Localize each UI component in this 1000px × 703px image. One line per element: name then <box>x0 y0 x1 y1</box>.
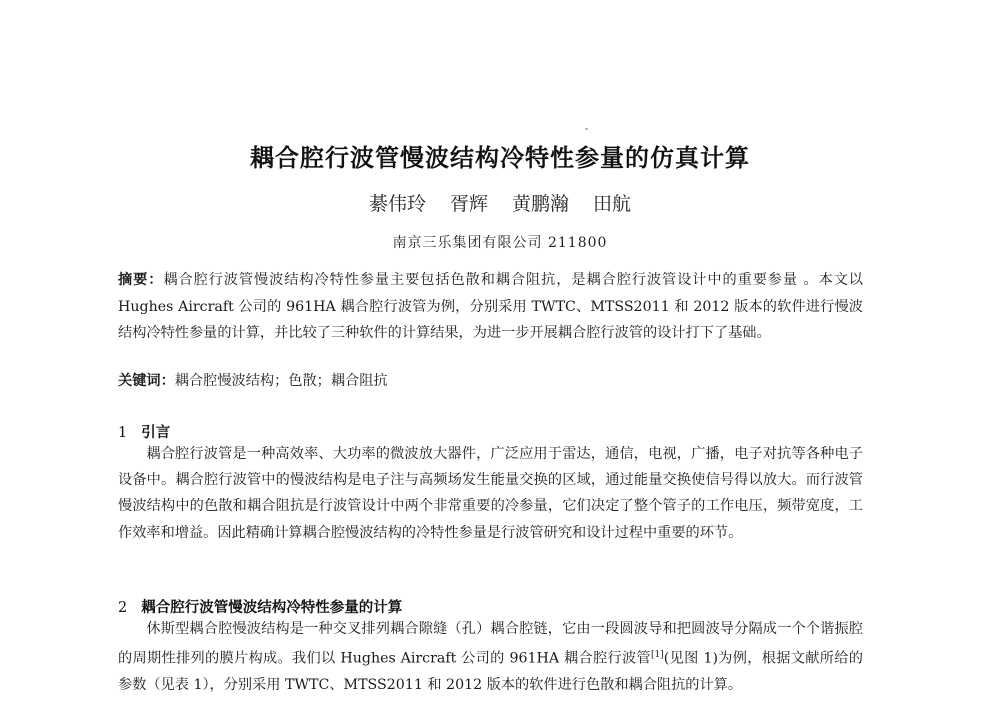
paragraph-text-b: (见图 1)为例，根据文献所给的参数（见表 1），分别采用 TWTC、MTSS2011 和 2012 版本的软件进行色散和耦合阻抗的计算。 <box>118 650 863 694</box>
section-paragraph-2 <box>118 616 863 698</box>
abstract-label: 摘要： <box>118 272 164 288</box>
section-title-2: 耦合腔行波管慢波结构冷特性参量的计算 <box>141 600 403 616</box>
paper-title: 耦合腔行波管慢波结构冷特性参量的仿真计算 <box>250 144 750 172</box>
paragraph-text-a: 休斯型耦合腔慢波结构是一种交叉排列耦合隙缝（孔）耦合腔链，它由一段圆波导和把圆波导分隔成一个个谐振腔的周期性排列的膜片构成。我们以 Hughes Aircraft 公司的 961HA 耦合腔行波管 <box>118 621 863 667</box>
keywords <box>118 368 863 394</box>
section-heading-2 <box>118 596 863 617</box>
keywords-text: 耦合腔慢波结构；色散；耦合阻抗 <box>174 373 388 389</box>
author-list: 綦伟玲 胥辉 黄鹏瀚 田航 <box>368 193 632 215</box>
abstract-text: 耦合腔行波管慢波结构冷特性参量主要包括色散和耦合阻抗，是耦合腔行波管设计中的重要参量 。本文以 Hughes Aircraft 公司的 961HA 耦合腔行波管为例，分别采用 TWTC、MTSS2011 和 2012 版本的软件进行慢波结构冷特性参量的计算，并比较了三种软件的计算结果，为进一步开展耦合腔行波管的设计打下了基础。 <box>118 272 863 341</box>
abstract <box>118 267 863 347</box>
section-paragraph-1: 耦合腔行波管是一种高效率、大功率的微波放大器件，广泛应用于雷达，通信，电视，广播，电子对抗等各种电子设备中。耦合腔行波管中的慢波结构是电子注与高频场发生能量交换的区域，通过能量交换使信号得以放大。而行波管慢波结构中的色散和耦合阻抗是行波管设计中两个非常重要的冷参量，它们决定了整个管子的工作电压，频带宽度，工作效率和增益。因此精确计算耦合腔慢波结构的冷特性参量是行波管研究和设计过程中重要的环节。 <box>118 446 863 541</box>
section-heading-1 <box>118 421 863 442</box>
keywords-label: 关键词： <box>118 373 175 389</box>
affiliation: 南京三乐集团有限公司 211800 <box>392 235 608 251</box>
reference-marker[interactable]: [1] <box>650 650 664 661</box>
scan-speck <box>585 128 588 130</box>
section-number-1: 1 <box>118 425 128 441</box>
section-title-1: 引言 <box>141 425 171 441</box>
section-number-2: 2 <box>118 600 128 616</box>
